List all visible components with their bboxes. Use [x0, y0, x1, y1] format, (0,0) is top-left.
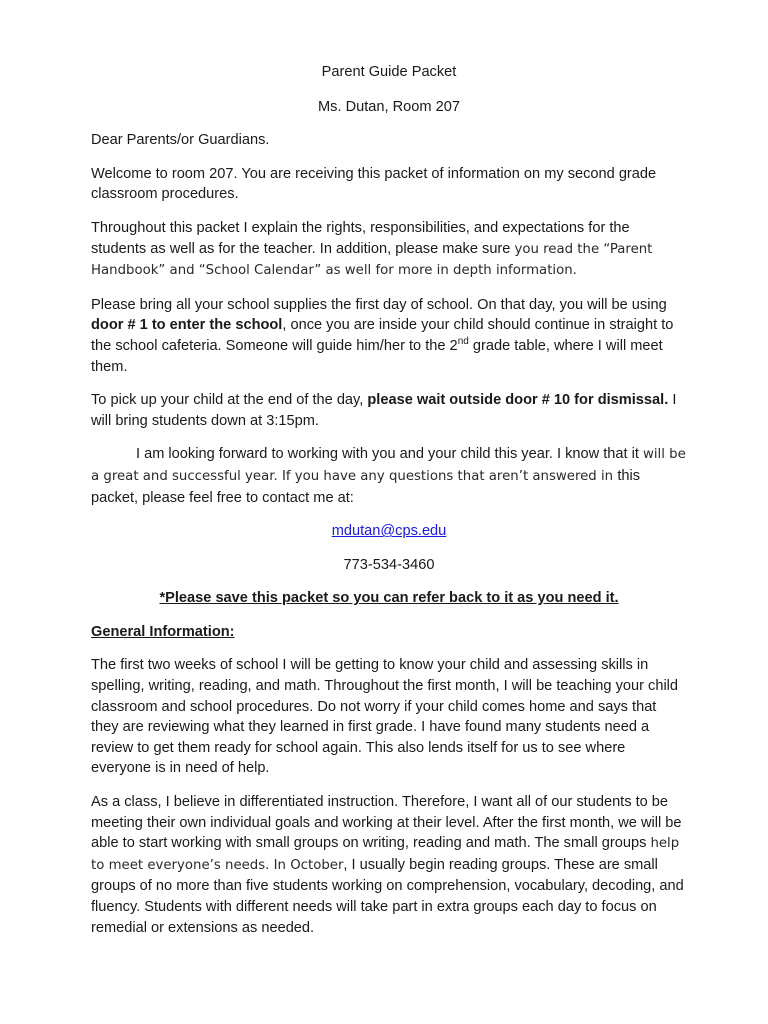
- save-packet-notice: *Please save this packet so you can refer back to it as you need it.: [159, 590, 619, 607]
- dismissal-door-instruction: please wait outside door # 10 for dismissal.: [367, 392, 669, 409]
- closing-text-end: this packet, please feel free to contact me at:: [91, 467, 641, 506]
- ordinal-suffix: nd: [457, 336, 469, 348]
- page-title: Parent Guide Packet: [321, 64, 457, 80]
- supplies-text-continued: , once you are inside your child should continue in straight to the school cafeteria. Someone will guide him/her to the 2: [91, 317, 674, 354]
- instruction-text-end: , I usually begin reading groups. These are small groups of no more than five students working on comprehension, vocabulary, decoding, and fluency. Students with different needs will take part in extra groups each day to focus on remedial or extensions as needed.: [91, 856, 684, 936]
- contact-email-link[interactable]: mdutan@cps.edu: [331, 523, 447, 540]
- general-information-heading: General Information:: [91, 623, 235, 640]
- contact-phone: 773-534-3460: [343, 556, 435, 573]
- contact-email-line: [91, 521, 687, 542]
- welcome-paragraph: Welcome to room 207. You are receiving this packet of information on my second grade classroom procedures.: [91, 165, 657, 203]
- closing-text: I am looking forward to working with you and your child this year. I know that it: [136, 446, 643, 463]
- salutation: Dear Parents/or Guardians.: [91, 132, 270, 149]
- instruction-text: As a class, I believe in differentiated instruction. Therefore, I want all of our students to be meeting their own individual goals and working at their level. After the first month, we will be able to start working with small groups on writing, reading and math. The small groups: [91, 794, 682, 852]
- pickup-paragraph: [91, 390, 687, 431]
- page-subtitle: Ms. Dutan, Room 207: [318, 98, 460, 115]
- rights-handbook-text: you read the “Parent Handbook” and “School Calendar” as well for more in depth information.: [91, 241, 653, 279]
- closing-text-alt: will be a great and successful year. If you have any questions that aren’t answered in: [91, 447, 686, 484]
- closing-paragraph: [91, 444, 687, 508]
- differentiated-instruction-paragraph: [91, 792, 687, 938]
- supplies-text-end: grade table, where I will meet them.: [91, 337, 663, 375]
- pickup-text: To pick up your child at the end of the day,: [91, 392, 368, 409]
- document-page: [91, 62, 687, 951]
- supplies-paragraph: [91, 295, 687, 377]
- rights-paragraph: [91, 218, 687, 282]
- instruction-text-alt: help to meet everyone’s needs. In October: [91, 836, 680, 873]
- entry-door-instruction: door # 1 to enter the school: [91, 317, 283, 334]
- supplies-text: Please bring all your school supplies the first day of school. On that day, you will be using: [91, 296, 667, 313]
- rights-text: Throughout this packet I explain the rights, responsibilities, and expectations for the students as well as for the teacher. In addition, please make sure: [91, 219, 630, 257]
- pickup-time-text: I will bring students down at 3:15pm.: [91, 392, 677, 429]
- assessment-paragraph: The first two weeks of school I will be getting to know your child and assessing skills in spelling, writing, reading, and math. Throughout the first month, I will be teaching your child classroom and school procedures. Do not worry if your child comes home and says that they are reviewing what they learned in first grade. I have found many students need a review to get them ready for school again. This also lends itself for us to see where everyone is in need of help.: [91, 657, 679, 777]
